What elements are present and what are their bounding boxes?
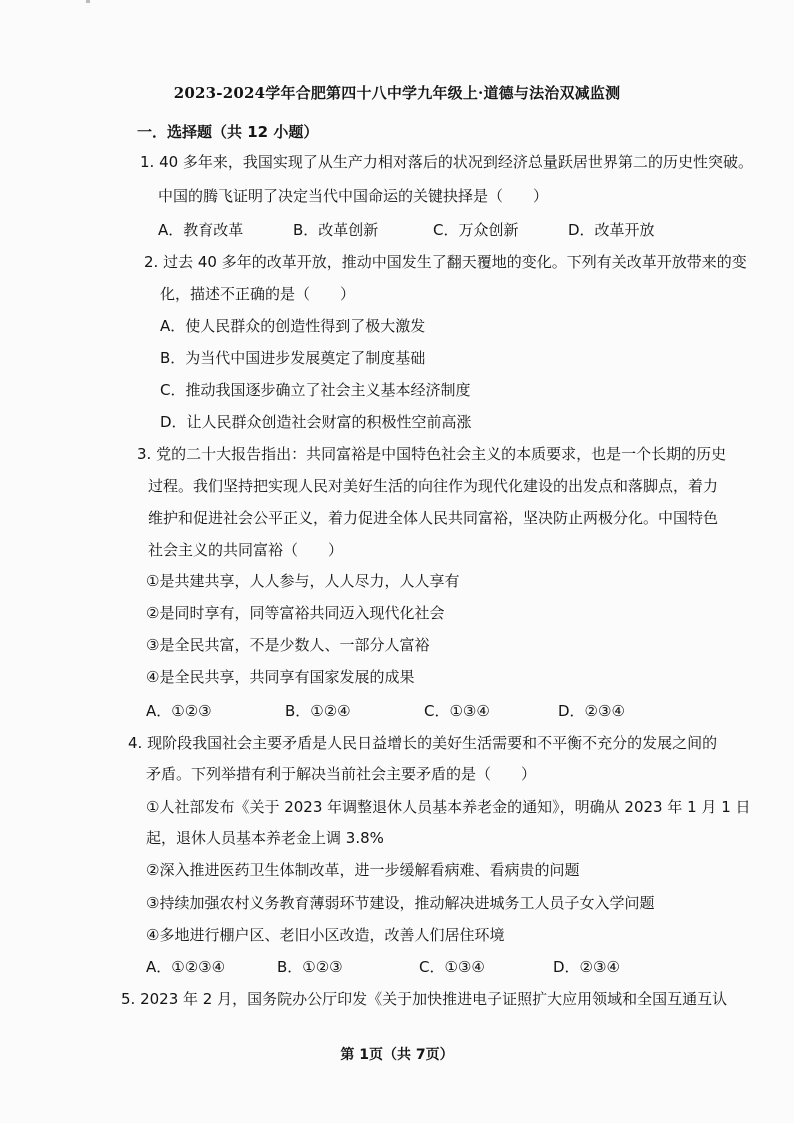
section-title: 一．选择题（共 12 小题） bbox=[137, 123, 319, 141]
q2-line-2: 化，描述不正确的是（ ） bbox=[160, 285, 356, 303]
q2-line-1: 2. 过去 40 多年的改革开放，推动中国发生了翻天覆地的变化。下列有关改革开放带来的变 bbox=[144, 253, 747, 271]
q4-statement-3: ③持续加强农村义务教育薄弱环节建设，推动解决进城务工人员子女入学问题 bbox=[146, 894, 655, 912]
q3-line-3: 维护和促进社会公平正义，着力促进全体人民共同富裕，坚决防止两极分化。中国特色 bbox=[148, 509, 719, 527]
scan-mark bbox=[86, 0, 90, 3]
q3-option-b: B．①②④ bbox=[285, 702, 351, 720]
q4-statement-4: ④多地进行棚户区、老旧小区改造，改善人们居住环境 bbox=[146, 926, 505, 944]
q4-statement-2: ②深入推进医药卫生体制改革，进一步缓解看病难、看病贵的问题 bbox=[146, 861, 580, 879]
page-number: 第 1页（共 7页） bbox=[340, 1047, 454, 1063]
q1-option-d: D．改革开放 bbox=[568, 221, 655, 239]
q4-line-1: 4. 现阶段我国社会主要矛盾是人民日益增长的美好生活需要和不平衡不充分的发展之间的 bbox=[128, 734, 718, 752]
q1-line-2: 中国的腾飞证明了决定当代中国命运的关键抉择是（ ） bbox=[158, 187, 549, 205]
q4-option-b: B．①②③ bbox=[277, 958, 343, 976]
q3-option-d: D．②③④ bbox=[558, 702, 625, 720]
q1-option-b: B．改革创新 bbox=[293, 221, 379, 239]
q2-option-c: C．推动我国逐步确立了社会主义基本经济制度 bbox=[160, 381, 471, 399]
q3-line-2: 过程。我们坚持把实现人民对美好生活的向往作为现代化建设的出发点和落脚点，着力 bbox=[148, 477, 719, 495]
q3-option-a: A．①②③ bbox=[146, 702, 212, 720]
q3-option-c: C．①③④ bbox=[424, 702, 490, 720]
q3-statement-3: ③是全民共富，不是少数人、一部分人富裕 bbox=[146, 636, 430, 654]
q1-option-c: C．万众创新 bbox=[433, 221, 519, 239]
q4-statement-1-cont: 起，退休人员基本养老金上调 3.8% bbox=[146, 829, 384, 847]
q2-option-b: B．为当代中国进步发展奠定了制度基础 bbox=[160, 349, 426, 367]
q4-line-2: 矛盾。下列举措有利于解决当前社会主要矛盾的是（ ） bbox=[146, 765, 537, 783]
q4-option-c: C．①③④ bbox=[419, 958, 485, 976]
q4-option-d: D．②③④ bbox=[553, 958, 620, 976]
q3-line-1: 3. 党的二十大报告指出：共同富裕是中国特色社会主义的本质要求，也是一个长期的历史 bbox=[137, 445, 727, 463]
q3-line-4: 社会主义的共同富裕（ ） bbox=[148, 541, 344, 559]
page-title: 2023-2024学年合肥第四十八中学九年级上·道德与法治双减监测 bbox=[173, 84, 621, 102]
q2-option-d: D．让人民群众创造社会财富的积极性空前高涨 bbox=[160, 413, 472, 431]
q5-line-1: 5. 2023 年 2 月，国务院办公厅印发《关于加快推进电子证照扩大应用领域和全国互通互认 bbox=[121, 990, 728, 1008]
q2-option-a: A．使人民群众的创造性得到了极大激发 bbox=[160, 317, 426, 335]
q3-statement-4: ④是全民共享，共同享有国家发展的成果 bbox=[146, 668, 415, 686]
q3-statement-2: ②是同时享有，同等富裕共同迈入现代化社会 bbox=[146, 604, 445, 622]
q4-option-a: A．①②③④ bbox=[146, 958, 226, 976]
q4-statement-1: ①人社部发布《关于 2023 年调整退休人员基本养老金的通知》，明确从 2023 年 1 月 1 日 bbox=[146, 798, 751, 816]
q1-option-a: A．教育改革 bbox=[158, 221, 244, 239]
q3-statement-1: ①是共建共享，人人参与，人人尽力，人人享有 bbox=[146, 572, 460, 590]
q1-line-1: 1. 40 多年来，我国实现了从生产力相对落后的状况到经济总量跃居世界第二的历史性突破。 bbox=[140, 153, 753, 171]
